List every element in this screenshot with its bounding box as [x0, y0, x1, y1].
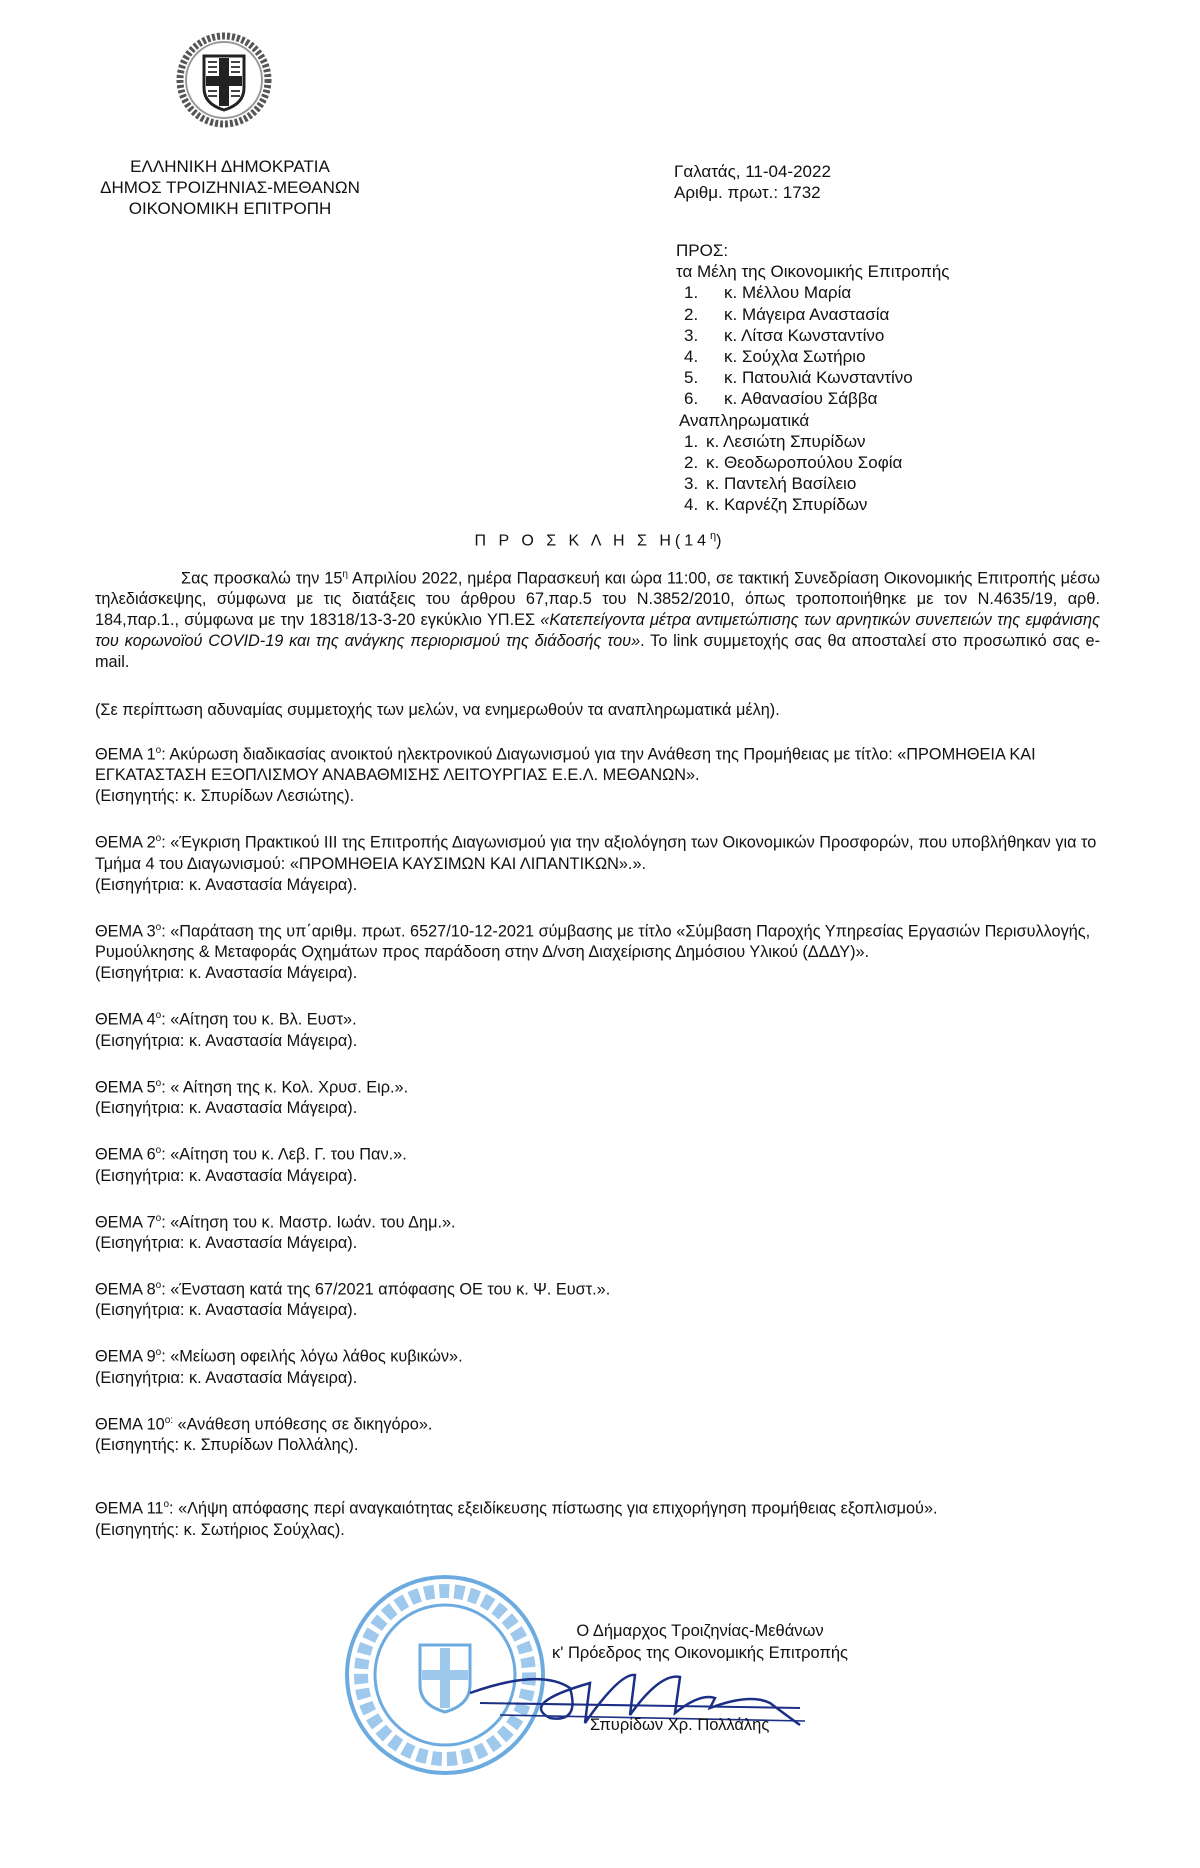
member-number: 3. — [684, 325, 699, 345]
substitute-name: κ. Καρνέζη Σπυρίδων — [706, 495, 868, 515]
agenda-topic — [95, 828, 1100, 895]
recipients-block — [676, 240, 950, 516]
agenda-topics — [95, 740, 1100, 1562]
title-close: ) — [716, 532, 726, 550]
greek-coat-of-arms-icon — [174, 30, 274, 130]
topic-label: ΘΕΜΑ 6 — [95, 1145, 156, 1164]
intro-sup: η — [342, 569, 348, 580]
member-name: κ. Λίτσα Κωνσταντίνο — [724, 325, 885, 345]
members-heading: τα Μέλη της Οικονομικής Επιτροπής — [676, 262, 950, 282]
member-name: κ. Μάγειρα Αναστασία — [724, 304, 890, 324]
agenda-topic — [95, 1494, 1100, 1540]
agenda-topic — [95, 1410, 1100, 1456]
title-text: Π Ρ Ο Σ Κ Λ Η Σ Η — [474, 532, 675, 550]
member-number: 4. — [684, 347, 699, 367]
topic-label-sup: ο — [155, 1077, 162, 1089]
topic-rapporteur: (Εισηγήτρια: κ. Αναστασία Μάγειρα). — [95, 1166, 358, 1185]
topic-label-sup: ο: — [164, 1414, 174, 1426]
topic-label: ΘΕΜΑ 7 — [95, 1212, 156, 1231]
signatory-role: κ' Πρόεδρος της Οικονομικής Επιτροπής — [551, 1644, 849, 1662]
substitution-note: (Σε περίπτωση αδυναμίας συμμετοχής των μελών, να ενημερωθούν τα αναπληρωματικά μέλη). — [95, 701, 780, 719]
member-item — [676, 367, 950, 388]
signatory-title: Ο Δήμαρχος Τροιζηνίας-Μεθάνων — [576, 1622, 824, 1640]
topic-label: ΘΕΜΑ 5 — [95, 1078, 156, 1097]
member-name: κ. Σούχλα Σωτήριο — [724, 347, 866, 367]
agenda-topic — [95, 917, 1100, 984]
member-item — [676, 325, 950, 346]
topic-rapporteur: (Εισηγήτρια: κ. Αναστασία Μάγειρα). — [95, 1301, 358, 1320]
agenda-topic — [95, 1140, 1100, 1186]
topic-label-sup: ο — [155, 921, 162, 933]
place-date: Γαλατάς, 11-04-2022 — [674, 162, 831, 181]
topic-label-sup: ο — [155, 1145, 162, 1157]
agenda-topic — [95, 1275, 1100, 1321]
title-number: (14 — [674, 532, 711, 550]
substitute-item — [676, 452, 950, 473]
topic-label-sup: ο — [155, 1347, 162, 1359]
agenda-topic — [95, 740, 1100, 807]
topic-label-sup: ο — [163, 1499, 170, 1511]
topic-text: : «Αίτηση του κ. Λεβ. Γ. του Παν.». — [161, 1145, 407, 1164]
intro-text: Σας προσκαλώ την 15 — [181, 569, 343, 588]
topic-rapporteur: (Εισηγήτρια: κ. Αναστασία Μάγειρα). — [95, 1233, 358, 1252]
topic-label-sup: ο — [155, 1212, 162, 1224]
member-item — [676, 346, 950, 367]
topic-rapporteur: (Εισηγήτρια: κ. Αναστασία Μάγειρα). — [95, 1368, 358, 1387]
intro-text: Απριλίου 2022, ημέρα Παρασκευή και ώρα 11:00, σε τακτική Συνεδρίαση Οικονομικής Επιτροπής μέσω τηλεδιάσκεψης, σύμφωνα με τις διατάξεις του άρθρου 67,παρ.5 του Ν.3852/2010, όπως τροποποιήθηκε με τον Ν.4635/19, αρθ. 184,παρ.1., σύμφωνα με την 18318/13-3-20 εγκύκλιο ΥΠ.ΕΣ — [95, 569, 1100, 630]
member-number: 5. — [684, 368, 699, 388]
topic-label-sup: ο — [155, 1279, 162, 1291]
issuer-line: ΟΙΚΟΝΟΜΙΚΗ ΕΠΙΤΡΟΠΗ — [128, 199, 332, 218]
title-sup: η — [710, 530, 717, 542]
topic-text: : «Μείωση οφειλής λόγω λάθος κυβικών». — [161, 1347, 463, 1366]
topic-text: : « Αίτηση της κ. Κολ. Χρυσ. Ειρ.». — [161, 1078, 409, 1097]
date-protocol-block — [674, 161, 831, 203]
substitute-number: 2. — [684, 453, 699, 473]
topic-text: : «Αίτηση του κ. Βλ. Ευστ». — [161, 1010, 357, 1029]
topic-label: ΘΕΜΑ 4 — [95, 1010, 156, 1029]
substitute-number: 4. — [684, 495, 699, 515]
member-item — [676, 304, 950, 325]
topic-rapporteur: (Εισηγητής: κ. Σπυρίδων Πολλάλης). — [95, 1436, 359, 1455]
topic-rapporteur: (Εισηγήτρια: κ. Αναστασία Μάγειρα). — [95, 875, 358, 894]
topic-text: : «Λήψη απόφασης περί αναγκαιότητας εξειδίκευσης πίστωσης για επιχορήγηση προμήθειας εξοπλισμού». — [169, 1499, 938, 1518]
member-item — [676, 282, 950, 303]
member-name: κ. Αθανασίου Σάββα — [724, 389, 878, 409]
signature-block — [510, 1620, 890, 1664]
topic-label-sup: ο — [155, 745, 162, 756]
substitutes-heading: Αναπληρωματικά — [679, 410, 810, 430]
topic-rapporteur: (Εισηγήτρια: κ. Αναστασία Μάγειρα). — [95, 1031, 358, 1050]
topic-rapporteur: (Εισηγήτρια: κ. Αναστασία Μάγειρα). — [95, 1099, 358, 1118]
agenda-topic — [95, 1073, 1100, 1119]
agenda-topic — [95, 1208, 1100, 1254]
substitute-name: κ. Λεσιώτη Σπυρίδων — [706, 431, 866, 451]
member-number: 2. — [684, 304, 699, 324]
protocol-number: Αριθμ. πρωτ.: 1732 — [674, 183, 821, 202]
substitute-item — [676, 431, 950, 452]
topic-label: ΘΕΜΑ 2 — [95, 833, 156, 852]
topic-label-sup: ο — [155, 833, 162, 845]
recipients-label: ΠΡΟΣ: — [676, 241, 729, 260]
issuer-line: ΕΛΛΗΝΙΚΗ ΔΗΜΟΚΡΑΤΙΑ — [130, 157, 330, 176]
topic-text: «Ανάθεση υπόθεσης σε δικηγόρο». — [173, 1415, 433, 1434]
invitation-intro — [95, 564, 1100, 673]
agenda-topic — [95, 1342, 1100, 1388]
agenda-topic — [95, 1005, 1100, 1051]
member-item — [676, 388, 950, 409]
member-number: 6. — [684, 389, 699, 409]
substitute-item — [676, 494, 950, 515]
member-name: κ. Πατουλιά Κωνσταντίνο — [724, 368, 913, 388]
topic-label: ΘΕΜΑ 11 — [95, 1499, 164, 1518]
topic-label: ΘΕΜΑ 8 — [95, 1280, 156, 1299]
substitute-name: κ. Παντελή Βασίλειο — [706, 474, 857, 494]
member-name: κ. Μέλλου Μαρία — [724, 283, 852, 303]
substitute-item — [676, 473, 950, 494]
topic-label: ΘΕΜΑ 1 — [95, 745, 156, 764]
topic-text: : Ακύρωση διαδικασίας ανοικτού ηλεκτρονικού Διαγωνισμού για την Ανάθεση της Προμήθειας με τίτλο: «ΠΡΟΜΗΘΕΙΑ ΚΑΙ ΕΓΚΑΤΑΣΤΑΣΗ ΕΞΟΠΛΙΣΜΟΥ ΑΝΑΒΑΘΜΙΣΗΣ ΛΕΙΤΟΥΡΓΙΑΣ Ε.Ε.Λ. ΜΕΘΑΝΩΝ». — [95, 745, 1036, 785]
issuer-block — [92, 156, 368, 219]
issuer-line: ΔΗΜΟΣ ΤΡΟΙΖΗΝΙΑΣ-ΜΕΘΑΝΩΝ — [100, 178, 360, 197]
topic-label: ΘΕΜΑ 3 — [95, 922, 156, 941]
intro-text: . Το link συμμετοχής σας θα αποσταλεί στο προσωπικό σας e-mail. — [95, 632, 1101, 672]
topic-rapporteur: (Εισηγητής: κ. Σπυρίδων Λεσιώτης). — [95, 787, 355, 806]
topic-label: ΘΕΜΑ 10 — [95, 1415, 165, 1434]
topic-rapporteur: (Εισηγήτρια: κ. Αναστασία Μάγειρα). — [95, 964, 358, 983]
topic-text: : «Παράταση της υπ΄αριθμ. πρωτ. 6527/10-12-2021 σύμβασης με τίτλο «Σύμβαση Παροχής Υπηρεσίας Εργασιών Περισυλλογής, Ρυμούλκησης & Μεταφοράς Οχημάτων προς παράδοση στην Δ/νση Διαχείρισης Δημόσιου Υλικού (ΔΔΔΥ)». — [95, 922, 1091, 962]
substitute-number: 3. — [684, 474, 699, 494]
topic-text: : «Αίτηση του κ. Μαστρ. Ιωάν. του Δημ.». — [161, 1212, 456, 1231]
invitation-title — [0, 530, 1200, 550]
substitute-number: 1. — [684, 431, 699, 451]
topic-rapporteur: (Εισηγητής: κ. Σωτήριος Σούχλας). — [95, 1520, 345, 1539]
topic-text: : «Ένσταση κατά της 67/2021 απόφασης ΟΕ του κ. Ψ. Ευστ.». — [161, 1280, 611, 1299]
topic-label: ΘΕΜΑ 9 — [95, 1347, 156, 1366]
intro-italic: «Κατεπείγοντα μέτρα αντιμετώπισης των αρνητικών συνεπειών της εμφάνισης του κορωνοϊού COVID-19 και της ανάγκης περιορισμού της διάδοσής του» — [95, 611, 1100, 651]
topic-text: : «Έγκριση Πρακτικού ΙΙΙ της Επιτροπής Διαγωνισμού για την αξιολόγηση των Οικονομικών Προσφορών, που υποβλήθηκαν για το Τμήμα 4 του Διαγωνισμού: «ΠΡΟΜΗΘΕΙΑ ΚΑΥΣΙΜΩΝ ΚΑΙ ΛΙΠΑΝΤΙΚΩΝ».». — [95, 833, 1097, 873]
substitute-name: κ. Θεοδωροπούλου Σοφία — [706, 453, 903, 473]
signer-name: Σπυρίδων Χρ. Πολλάλης — [590, 1716, 770, 1734]
topic-label-sup: ο — [155, 1010, 162, 1022]
member-number: 1. — [684, 283, 699, 303]
